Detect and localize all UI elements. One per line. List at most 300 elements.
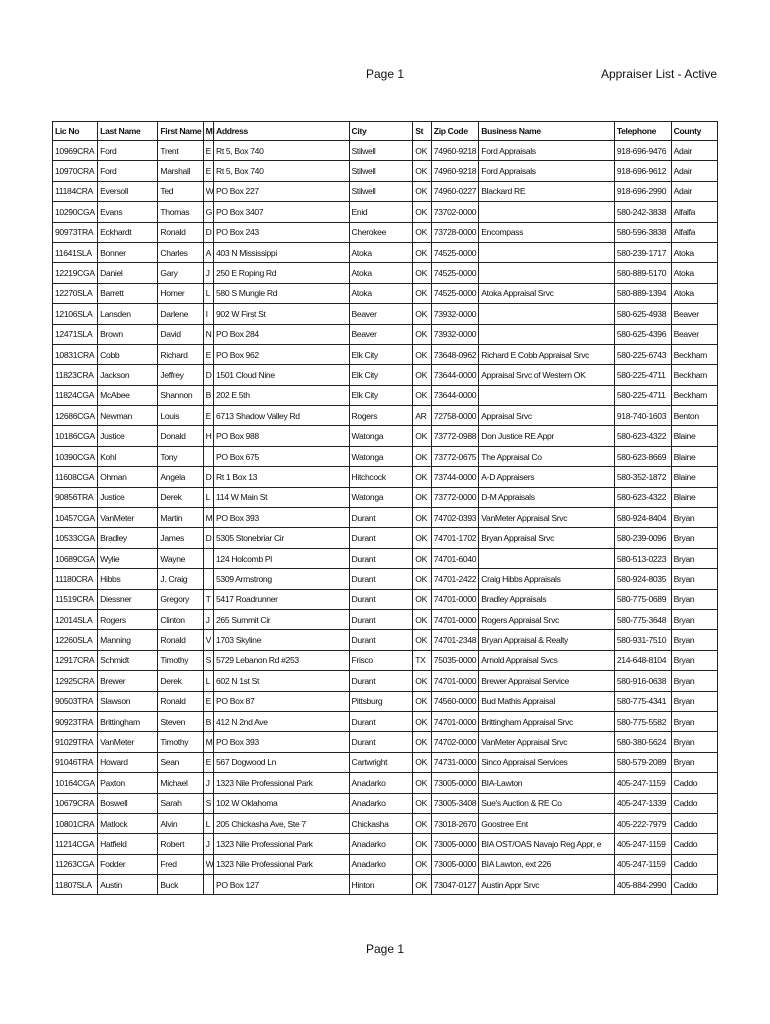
table-cell: Timothy <box>158 732 203 752</box>
table-cell: 12471SLA <box>53 324 98 344</box>
table-cell: 567 Dogwood Ln <box>214 752 350 772</box>
table-cell: OK <box>413 589 432 609</box>
table-cell: Caddo <box>671 854 717 874</box>
table-cell: 73772-0000 <box>431 487 479 507</box>
table-cell: Justice <box>98 487 158 507</box>
table-cell: Beaver <box>349 304 413 324</box>
table-cell: Brown <box>98 324 158 344</box>
table-row <box>53 671 718 691</box>
table-cell: 412 N 2nd Ave <box>214 711 350 731</box>
table-cell: PO Box 3407 <box>214 202 350 222</box>
table-cell: W <box>203 854 213 874</box>
table-cell: Derek <box>158 487 203 507</box>
table-cell: Sinco Appraisal Services <box>479 752 615 772</box>
table-cell: Anadarko <box>349 793 413 813</box>
table-row <box>53 487 718 507</box>
table-cell: T <box>203 589 213 609</box>
table-cell: Beckham <box>671 344 717 364</box>
table-cell: OK <box>413 141 432 161</box>
table-cell: Jeffrey <box>158 365 203 385</box>
table-cell: 205 Chickasha Ave, Ste 7 <box>214 813 350 833</box>
table-row <box>53 304 718 324</box>
table-cell: 73772-0988 <box>431 426 479 446</box>
table-cell: PO Box 227 <box>214 181 350 201</box>
table-row <box>53 875 718 895</box>
page-number-header: Page 1 <box>365 67 405 81</box>
table-cell: 74701-0000 <box>431 609 479 629</box>
table-cell: Stilwell <box>349 141 413 161</box>
table-cell: 580-242-3838 <box>614 202 671 222</box>
table-row <box>53 711 718 731</box>
table-cell: 73932-0000 <box>431 304 479 324</box>
table-cell: 10186CGA <box>53 426 98 446</box>
table-cell: OK <box>413 426 432 446</box>
table-cell: Hitchcock <box>349 467 413 487</box>
table-cell: 580-931-7510 <box>614 630 671 650</box>
table-cell: 11823CRA <box>53 365 98 385</box>
table-cell: Anadarko <box>349 854 413 874</box>
table-cell: OK <box>413 834 432 854</box>
table-cell: J <box>203 263 213 283</box>
table-cell: 73005-0000 <box>431 773 479 793</box>
table-cell: 74701-2422 <box>431 569 479 589</box>
table-cell: Matlock <box>98 813 158 833</box>
table-cell: 10831CRA <box>53 344 98 364</box>
table-cell: 580-625-4938 <box>614 304 671 324</box>
table-cell: Elk City <box>349 365 413 385</box>
table-cell: 580-239-0096 <box>614 528 671 548</box>
table-cell: Watonga <box>349 487 413 507</box>
table-cell: 580-775-3648 <box>614 609 671 629</box>
table-cell: I <box>203 304 213 324</box>
table-cell: Brewer Appraisal Service <box>479 671 615 691</box>
table-cell: E <box>203 691 213 711</box>
table-cell: 11263CGA <box>53 854 98 874</box>
table-cell: 102 W Oklahoma <box>214 793 350 813</box>
table-cell: 580-775-5582 <box>614 711 671 731</box>
table-cell: Bradley Appraisals <box>479 589 615 609</box>
table-cell: E <box>203 344 213 364</box>
table-cell <box>479 385 615 405</box>
table-cell: Ohman <box>98 467 158 487</box>
column-header: City <box>349 122 413 141</box>
table-cell <box>203 875 213 895</box>
table-row <box>53 181 718 201</box>
table-cell: Durant <box>349 569 413 589</box>
table-cell: 580-352-1872 <box>614 467 671 487</box>
table-cell: Justice <box>98 426 158 446</box>
table-cell: 74525-0000 <box>431 242 479 262</box>
table-cell: OK <box>413 365 432 385</box>
table-cell: Ford Appraisals <box>479 161 615 181</box>
table-cell: Schmidt <box>98 650 158 670</box>
table-cell: OK <box>413 467 432 487</box>
table-cell: V <box>203 630 213 650</box>
table-cell: 74701-6040 <box>431 548 479 568</box>
table-cell: PO Box 127 <box>214 875 350 895</box>
table-row <box>53 446 718 466</box>
table-header-row <box>53 122 718 141</box>
table-cell: W <box>203 181 213 201</box>
table-cell: Atoka <box>349 263 413 283</box>
table-cell: 580-775-4341 <box>614 691 671 711</box>
table-cell <box>203 569 213 589</box>
table-cell: Alvin <box>158 813 203 833</box>
table-row <box>53 161 718 181</box>
table-row <box>53 589 718 609</box>
table-cell: Paxton <box>98 773 158 793</box>
table-cell: Steven <box>158 711 203 731</box>
table-cell: 918-740-1603 <box>614 406 671 426</box>
table-cell: Bryan <box>671 508 717 528</box>
table-cell: 10164CGA <box>53 773 98 793</box>
report-title: Appraiser List - Active <box>600 67 717 81</box>
table-cell: Hatfield <box>98 834 158 854</box>
table-cell: 73005-0000 <box>431 854 479 874</box>
table-row <box>53 426 718 446</box>
table-cell: D <box>203 365 213 385</box>
table-row <box>53 365 718 385</box>
table-cell: 12925CRA <box>53 671 98 691</box>
table-cell: OK <box>413 446 432 466</box>
table-cell: BIA-Lawton <box>479 773 615 793</box>
table-cell: L <box>203 487 213 507</box>
table-row <box>53 467 718 487</box>
table-cell: OK <box>413 487 432 507</box>
table-cell: Craig Hibbs Appraisals <box>479 569 615 589</box>
table-cell: Rt 5, Box 740 <box>214 141 350 161</box>
table-cell: David <box>158 324 203 344</box>
table-cell: J <box>203 834 213 854</box>
table-cell: 11180CRA <box>53 569 98 589</box>
table-cell: Ronald <box>158 691 203 711</box>
table-cell: OK <box>413 711 432 731</box>
table-cell: OK <box>413 324 432 344</box>
table-cell: 403 N Mississippi <box>214 242 350 262</box>
table-cell: Thomas <box>158 202 203 222</box>
table-cell: Cobb <box>98 344 158 364</box>
table-cell: 918-696-9612 <box>614 161 671 181</box>
column-header: Address <box>214 122 350 141</box>
table-cell: 405-222-7979 <box>614 813 671 833</box>
table-cell: PO Box 988 <box>214 426 350 446</box>
table-cell: 580-625-4396 <box>614 324 671 344</box>
table-cell: J <box>203 773 213 793</box>
table-cell: Ford Appraisals <box>479 141 615 161</box>
table-cell: Beckham <box>671 365 717 385</box>
table-cell: Howard <box>98 752 158 772</box>
table-cell: E <box>203 141 213 161</box>
table-cell: OK <box>413 609 432 629</box>
table-cell: Tony <box>158 446 203 466</box>
table-row <box>53 732 718 752</box>
table-cell: 5309 Armstrong <box>214 569 350 589</box>
table-cell: Marshall <box>158 161 203 181</box>
table-row <box>53 834 718 854</box>
table-cell: Beaver <box>671 324 717 344</box>
table-cell: 73728-0000 <box>431 222 479 242</box>
table-cell: 74701-0000 <box>431 711 479 731</box>
table-cell: VanMeter Appraisal Srvc <box>479 508 615 528</box>
table-row <box>53 406 718 426</box>
table-cell: Durant <box>349 508 413 528</box>
table-cell: 73772-0675 <box>431 446 479 466</box>
table-cell: 74701-0000 <box>431 589 479 609</box>
table-cell: Blaine <box>671 446 717 466</box>
table-cell: 91046TRA <box>53 752 98 772</box>
table-cell: Lansden <box>98 304 158 324</box>
table-cell: M <box>203 508 213 528</box>
table-cell: 202 E 5th <box>214 385 350 405</box>
table-cell: Shannon <box>158 385 203 405</box>
table-cell: Sean <box>158 752 203 772</box>
column-header: County <box>671 122 717 141</box>
column-header: Last Name <box>98 122 158 141</box>
column-header: Zip Code <box>431 122 479 141</box>
table-cell: Beaver <box>671 304 717 324</box>
table-cell: 405-884-2990 <box>614 875 671 895</box>
table-cell: Timothy <box>158 650 203 670</box>
table-cell: Kohl <box>98 446 158 466</box>
table-cell: Anadarko <box>349 773 413 793</box>
table-cell: 12686CGA <box>53 406 98 426</box>
table-cell: Durant <box>349 548 413 568</box>
table-cell: 90973TRA <box>53 222 98 242</box>
column-header: MI <box>203 122 213 141</box>
table-cell: Frisco <box>349 650 413 670</box>
table-cell: Richard E Cobb Appraisal Srvc <box>479 344 615 364</box>
table-cell: 10969CRA <box>53 141 98 161</box>
table-cell: Alfalfa <box>671 222 717 242</box>
table-row <box>53 202 718 222</box>
table-cell: 580-225-4711 <box>614 385 671 405</box>
table-cell: 90923TRA <box>53 711 98 731</box>
table-cell: PO Box 284 <box>214 324 350 344</box>
table-cell: 405-247-1339 <box>614 793 671 813</box>
table-cell: 74960-0227 <box>431 181 479 201</box>
table-cell: Manning <box>98 630 158 650</box>
table-row <box>53 344 718 364</box>
table-cell: Brewer <box>98 671 158 691</box>
table-cell: Robert <box>158 834 203 854</box>
table-cell: PO Box 243 <box>214 222 350 242</box>
table-cell: OK <box>413 875 432 895</box>
table-cell: 405-247-1159 <box>614 834 671 854</box>
table-cell: B <box>203 711 213 731</box>
appraiser-table <box>52 121 718 895</box>
table-cell <box>203 548 213 568</box>
table-cell: Benton <box>671 406 717 426</box>
table-cell: Blaine <box>671 487 717 507</box>
table-cell: Beaver <box>349 324 413 344</box>
table-row <box>53 324 718 344</box>
table-cell: Bryan <box>671 711 717 731</box>
table-cell: Arnold Appraisal Svcs <box>479 650 615 670</box>
table-cell: Atoka <box>349 283 413 303</box>
table-cell: 11807SLA <box>53 875 98 895</box>
table-cell: OK <box>413 344 432 364</box>
table-cell: Caddo <box>671 834 717 854</box>
table-cell: OK <box>413 813 432 833</box>
table-cell: Ford <box>98 141 158 161</box>
table-cell: 90503TRA <box>53 691 98 711</box>
table-cell: 73702-0000 <box>431 202 479 222</box>
table-cell: 580-623-8669 <box>614 446 671 466</box>
table-cell: 74960-9218 <box>431 161 479 181</box>
table-cell: 580-623-4322 <box>614 426 671 446</box>
table-row <box>53 548 718 568</box>
table-cell: 11184CRA <box>53 181 98 201</box>
table-cell: Rogers Appraisal Srvc <box>479 609 615 629</box>
table-cell: Beckham <box>671 385 717 405</box>
table-cell: B <box>203 385 213 405</box>
table-cell: Stilwell <box>349 161 413 181</box>
table-cell: Durant <box>349 711 413 731</box>
table-row <box>53 854 718 874</box>
table-cell: Austin <box>98 875 158 895</box>
table-cell: OK <box>413 283 432 303</box>
table-cell: 10970CRA <box>53 161 98 181</box>
table-cell: Elk City <box>349 344 413 364</box>
table-row <box>53 630 718 650</box>
table-cell: Charles <box>158 242 203 262</box>
table-cell: J <box>203 609 213 629</box>
table-cell: 5417 Roadrunner <box>214 589 350 609</box>
table-cell: Brittingham <box>98 711 158 731</box>
table-cell: 580-775-0689 <box>614 589 671 609</box>
table-row <box>53 263 718 283</box>
column-header: Telephone <box>614 122 671 141</box>
table-cell: 918-696-2990 <box>614 181 671 201</box>
table-cell: OK <box>413 263 432 283</box>
table-cell: S <box>203 650 213 670</box>
table-cell: Durant <box>349 630 413 650</box>
table-cell: 73744-0000 <box>431 467 479 487</box>
table-cell: Goostree Ent <box>479 813 615 833</box>
table-cell <box>479 202 615 222</box>
table-cell: Fred <box>158 854 203 874</box>
table-cell: James <box>158 528 203 548</box>
table-cell: D <box>203 528 213 548</box>
table-cell: AR <box>413 406 432 426</box>
table-cell: OK <box>413 548 432 568</box>
table-cell: Newman <box>98 406 158 426</box>
table-cell: L <box>203 813 213 833</box>
table-cell: 580-623-4322 <box>614 487 671 507</box>
table-cell: Adair <box>671 161 717 181</box>
table-cell: Diessner <box>98 589 158 609</box>
table-cell: 74525-0000 <box>431 263 479 283</box>
table-cell: Appraisal Srvc <box>479 406 615 426</box>
table-cell: 90856TRA <box>53 487 98 507</box>
table-cell: 11641SLA <box>53 242 98 262</box>
column-header: First Name <box>158 122 203 141</box>
table-cell: Adair <box>671 181 717 201</box>
table-cell: 73644-0000 <box>431 385 479 405</box>
table-cell: Gregory <box>158 589 203 609</box>
table-cell: Trent <box>158 141 203 161</box>
table-cell: Blaine <box>671 426 717 446</box>
table-cell: TX <box>413 650 432 670</box>
table-row <box>53 141 718 161</box>
column-header: Lic No <box>53 122 98 141</box>
table-cell: 580-380-5624 <box>614 732 671 752</box>
table-cell: Rt 5, Box 740 <box>214 161 350 181</box>
table-cell: 580-924-8035 <box>614 569 671 589</box>
table-cell: PO Box 675 <box>214 446 350 466</box>
table-cell: G <box>203 202 213 222</box>
table-cell: Eckhardt <box>98 222 158 242</box>
table-cell: Ronald <box>158 222 203 242</box>
table-cell: Boswell <box>98 793 158 813</box>
table-cell: Fodder <box>98 854 158 874</box>
table-cell: Atoka <box>671 283 717 303</box>
table-cell <box>203 446 213 466</box>
table-cell: Caddo <box>671 793 717 813</box>
table-cell: The Appraisal Co <box>479 446 615 466</box>
table-cell: Bryan <box>671 671 717 691</box>
table-row <box>53 793 718 813</box>
table-cell: Bradley <box>98 528 158 548</box>
table-cell: Durant <box>349 609 413 629</box>
table-cell: Durant <box>349 589 413 609</box>
table-cell: OK <box>413 304 432 324</box>
table-cell: 11519CRA <box>53 589 98 609</box>
table-cell <box>479 304 615 324</box>
table-cell: Cherokee <box>349 222 413 242</box>
table-cell: OK <box>413 630 432 650</box>
table-cell: VanMeter <box>98 732 158 752</box>
table-cell: Martin <box>158 508 203 528</box>
table-cell: 1501 Cloud Nine <box>214 365 350 385</box>
table-cell: 1323 Nile Professional Park <box>214 773 350 793</box>
table-cell: 10801CRA <box>53 813 98 833</box>
table-row <box>53 222 718 242</box>
table-cell: VanMeter Appraisal Srvc <box>479 732 615 752</box>
table-cell: 73005-0000 <box>431 834 479 854</box>
table-cell: OK <box>413 161 432 181</box>
table-cell: Chickasha <box>349 813 413 833</box>
table-cell: D-M Appraisals <box>479 487 615 507</box>
table-cell: Ted <box>158 181 203 201</box>
table-row <box>53 385 718 405</box>
table-cell: Bryan Appraisal Srvc <box>479 528 615 548</box>
table-cell: Derek <box>158 671 203 691</box>
table-cell: OK <box>413 181 432 201</box>
table-cell: 73644-0000 <box>431 365 479 385</box>
table-cell: Wayne <box>158 548 203 568</box>
table-cell: Austin Appr Srvc <box>479 875 615 895</box>
table-cell: Caddo <box>671 813 717 833</box>
table-cell: OK <box>413 671 432 691</box>
table-cell: 74701-1702 <box>431 528 479 548</box>
table-cell <box>479 263 615 283</box>
table-cell: PO Box 393 <box>214 732 350 752</box>
table-cell: McAbee <box>98 385 158 405</box>
table-cell: Barrett <box>98 283 158 303</box>
table-cell: 74560-0000 <box>431 691 479 711</box>
table-cell: Bonner <box>98 242 158 262</box>
table-cell: Homer <box>158 283 203 303</box>
table-cell: 580-513-0223 <box>614 548 671 568</box>
table-cell: 10689CGA <box>53 548 98 568</box>
table-cell: OK <box>413 508 432 528</box>
table-cell: OK <box>413 752 432 772</box>
table-cell: 5305 Stonebriar Cir <box>214 528 350 548</box>
table-cell: 73005-3408 <box>431 793 479 813</box>
table-cell: Atoka Appraisal Srvc <box>479 283 615 303</box>
table-cell: Appraisal Srvc of Western OK <box>479 365 615 385</box>
